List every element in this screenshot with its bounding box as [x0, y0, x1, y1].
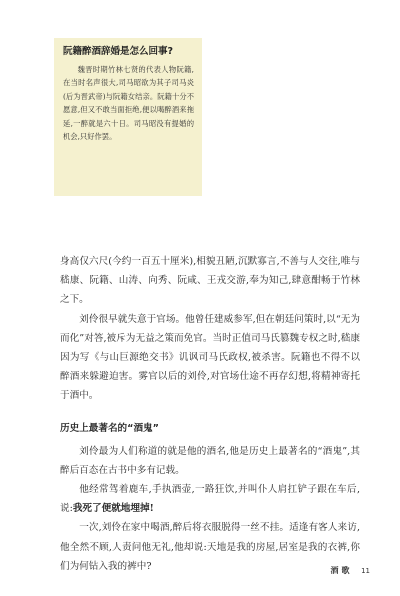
- paragraph-1: 身高仅六尺(今约一百五十厘米),相貌丑陋,沉默寡言,不善与人交往,唯与嵇康、阮籍、山涛、向秀、阮咸、王戎交游,奉为知己,肆意酣畅于竹林之下。: [60, 256, 360, 306]
- paragraph-2: 刘伶很早就失意于官场。他曾任建威参军,但在朝廷问策时,以“无为而化”对答,被斥为无益之策而免官。当时正值司马氏篡魏专权之时,嵇康因为写《与山巨源绝交书》讥讽司马氏政权,被杀害。阮籍也不得不以醉酒来躲避迫害。雾官以后的刘伶,对官场仕途不再存幻想,将精神寄托于酒中。: [60, 313, 360, 402]
- sidebar-title: 阮籍醉酒辞婚是怎么回事?: [63, 46, 174, 57]
- sidebar-box: [54, 38, 202, 196]
- page-number: 11: [361, 567, 370, 575]
- paragraph-4-text: 他经常驾着鹿车,手执酒壶,一路狂饮,并叫仆人肩扛铲子跟在车后,说:: [60, 484, 360, 515]
- paragraph-4: [60, 480, 360, 518]
- paragraph-3: 刘伶最为人们称道的就是他的酒名,他是历史上最著名的“酒鬼”,其醉后百态在古书中多有记载。: [60, 445, 360, 476]
- paragraph-4-quote: 我死了便就地埋掉!: [72, 503, 154, 515]
- sidebar-text: 魏晋时期竹林七贤的代表人物阮籍,在当时名声很大,司马昭欲为其子司马炎(后为晋武帝)与阮籍女结亲。阮籍十分不愿意,但又不敢当面拒绝,便以喝醉酒来拖延,一醉就是六十日。司马昭没有提婚的机会,只好作罢。: [63, 65, 194, 142]
- paragraph-5: 一次,刘伶在家中喝酒,醉后将衣服脱得一丝不挂。适逢有客人来访,他全然不顾,人责问他无礼,他却说:天地是我的房屋,居室是我的衣裤,你们为何钻入我的裤中?: [60, 522, 360, 572]
- page-footer: [200, 565, 370, 576]
- section-heading: 历史上最著名的“酒鬼”: [60, 422, 159, 434]
- section-name: 酒歌: [330, 565, 353, 575]
- main-text: [60, 252, 360, 576]
